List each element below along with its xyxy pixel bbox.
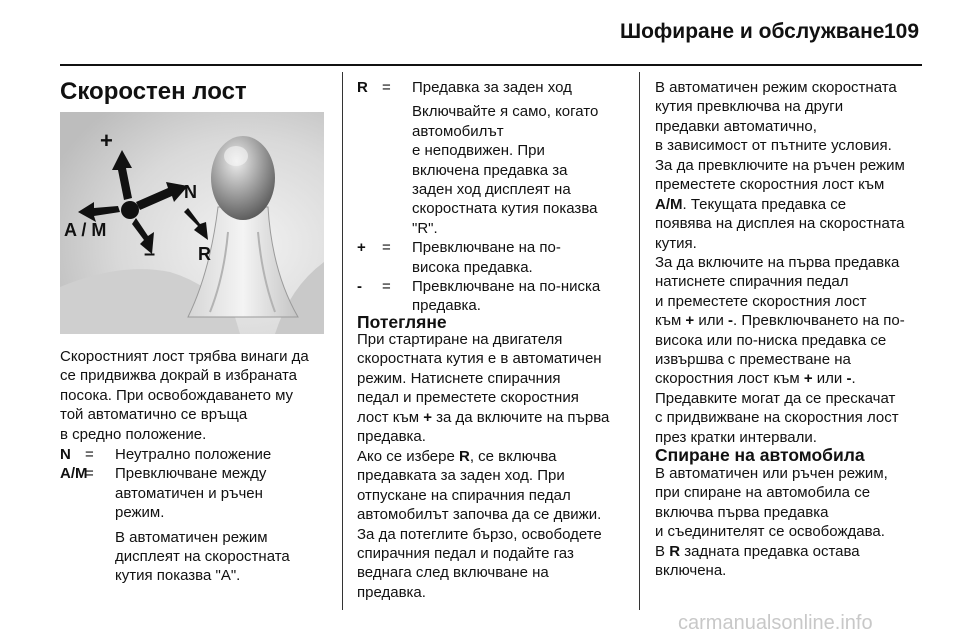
gear-lever-drawing <box>60 112 324 334</box>
r-label: R <box>198 244 211 264</box>
column-divider-2 <box>639 72 640 610</box>
definition-key: N <box>60 446 71 463</box>
definition-key: A/M <box>60 465 88 483</box>
plus-label: + <box>100 128 113 153</box>
reverse-paragraph: Ако се избере R, се включва предавката за заден ход. При отпускане на спирачния педал автомобилът започва да се движи. За да потеглите бързо, освободете спирачния педал и подайте газ веднага след включване на предавка. <box>357 448 602 601</box>
page-header-title: Шофиране и обслужване <box>620 20 885 43</box>
auto-mode-paragraph: В автоматичен режим скоростната кутия превключва на други предавки автоматично, в зависимост от пътните условия. <box>655 79 897 155</box>
column-divider-1 <box>342 72 343 610</box>
definition-minus: - = Превключване на по-ниска предавка. <box>357 278 601 315</box>
definition-am: A/M = Превключване между автоматичен и ръчен режим. В автоматичен режим дисплеят на скоростната кутия показва "A". <box>60 465 290 585</box>
definition-r: R = Предавка за заден ход Включвайте я само, когато автомобилът е неподвижен. При включена предавка за заден ход дисплеят на скоростната кутия показва "R". <box>357 79 599 237</box>
gear-lever-illustration <box>60 112 324 334</box>
heading-stopping: Спиране на автомобила <box>655 445 865 465</box>
first-gear-paragraph: За да включите на първа предавка натиснете спирачния педал и преместете скоростния лост към + или -. Превключването на по- висока или по-ниска предавка се извършва с преместване на скоростния лост към + или -. Предавките могат да се прескачат с придвижване на скоростния лост през кратки интервали. <box>655 254 905 446</box>
definition-n: N = Неутрално положение <box>60 446 272 463</box>
definition-list-col2 <box>357 78 635 316</box>
n-label: N <box>184 182 197 202</box>
manual-mode-paragraph: За да превключите на ръчен режим преместете скоростния лост към A/M. Текущата предавка се появява на дисплея на скоростната кутия. <box>655 157 905 252</box>
intro-paragraph: Скоростният лост трябва винаги да се придвижва докрай в избраната посока. При освобождаването му той автоматично се връща в средно положение. <box>60 348 309 443</box>
page-number: 109 <box>884 20 920 43</box>
stopping-paragraph: В автоматичен или ръчен режим, при спиране на автомобила се включва първа предавка и съединителят се освобождава. В R задната предавка остава включена. <box>655 465 888 580</box>
definition-plus: + = Превключване на по- висока предавка. <box>357 239 561 276</box>
starting-paragraph: При стартиране на двигателя скоростната кутия е в автоматичен режим. Натиснете спирачния педал и преместете скоростния лост към + за да включите на първа предавка. <box>357 331 610 446</box>
definition-key: - <box>357 278 362 296</box>
header-divider <box>60 64 922 66</box>
section-title: Скоростен лост <box>60 78 247 105</box>
heading-starting-off: Потегляне <box>357 312 447 332</box>
definition-list-col1 <box>60 445 340 586</box>
minus-label: – <box>144 243 156 265</box>
definition-key: + <box>357 239 366 257</box>
am-label: A / M <box>64 220 107 240</box>
watermark: carmanualsonline.info <box>678 612 873 634</box>
definition-key: R <box>357 79 368 96</box>
